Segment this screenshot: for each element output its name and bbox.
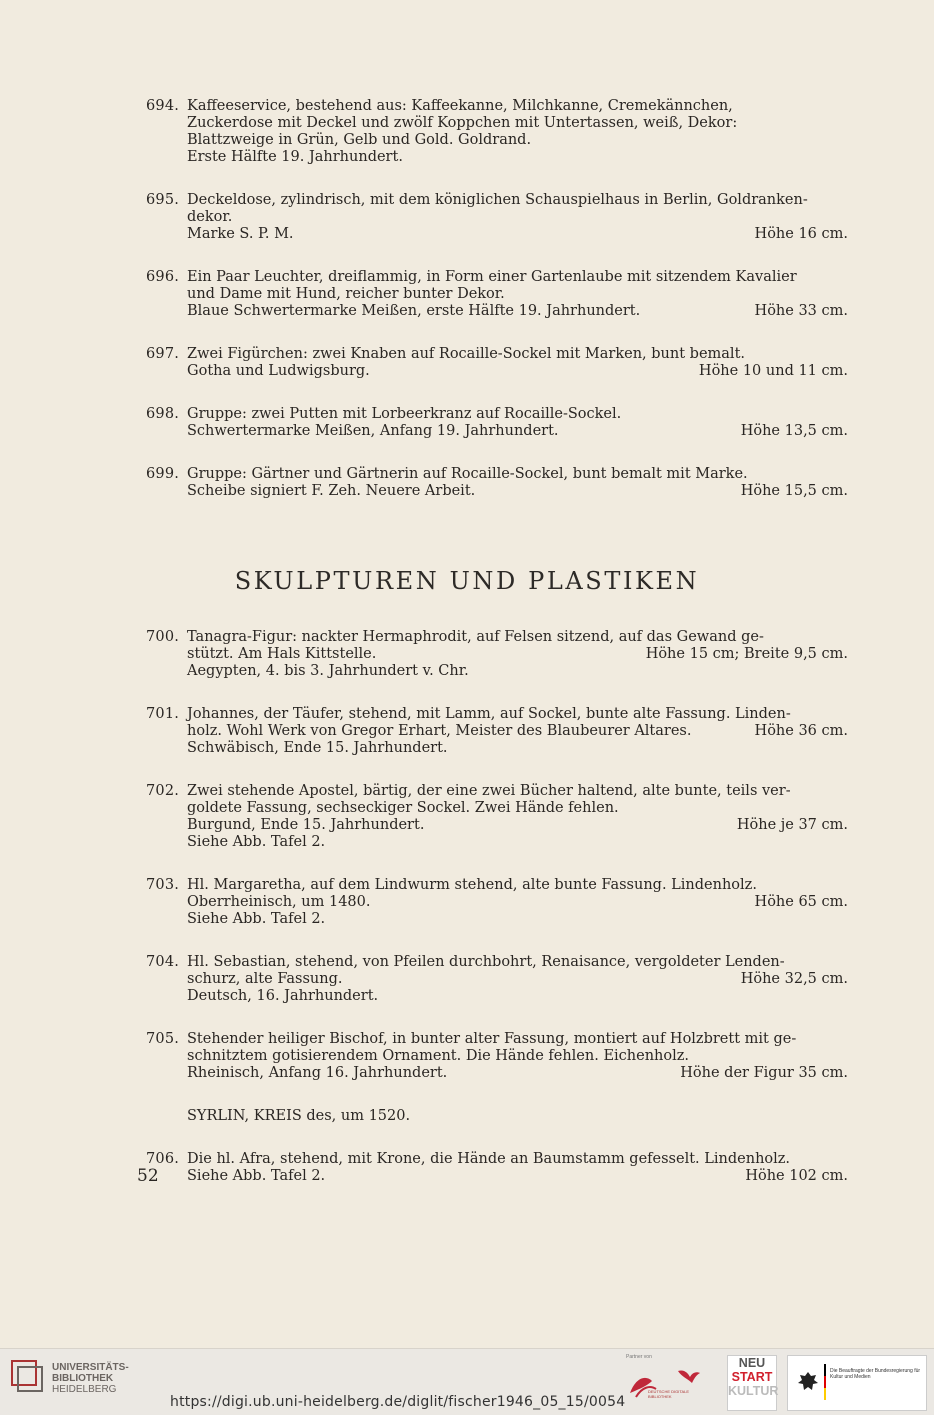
footer-bar: [0, 1348, 934, 1415]
entry-line-text: Hl. Margaretha, auf dem Lindwurm stehend, alte bunte Fassung. Lindenholz.: [187, 877, 757, 893]
neustart-line3: KULTUR: [728, 1384, 779, 1398]
entry-line-text: Burgund, Ende 15. Jahrhundert.: [187, 817, 425, 833]
entry-dimensions: Höhe 15,5 cm.: [740, 483, 848, 499]
entry-line-text: dekor.: [187, 209, 233, 225]
entry-dimensions: Höhe 32,5 cm.: [740, 971, 848, 987]
entry-line-text: SYRLIN, KREIS des, um 1520.: [187, 1108, 411, 1124]
entry-line: [187, 629, 848, 646]
entry-line: [187, 1048, 848, 1065]
entry-line-text: Rheinisch, Anfang 16. Jahrhundert.: [187, 1065, 448, 1081]
entry-text: [187, 1108, 848, 1125]
entry-line: [187, 834, 848, 851]
entry-text: [187, 706, 848, 757]
entry-line-text: schnitztem gotisierendem Ornament. Die Hände fehlen. Eichenholz.: [187, 1048, 690, 1064]
entry-line: [187, 269, 848, 286]
catalog-entry: [140, 98, 848, 166]
entry-line-text: und Dame mit Hund, reicher bunter Dekor.: [187, 286, 505, 302]
entry-number: 700.: [146, 629, 180, 645]
entry-line-text: Tanagra-Figur: nackter Hermaphrodit, auf Felsen sitzend, auf das Gewand ge-: [187, 629, 764, 645]
entry-line-text: Ein Paar Leuchter, dreiflammig, in Form einer Gartenlaube mit sitzendem Kavalier: [187, 269, 797, 285]
entry-dimensions: Höhe 33 cm.: [754, 303, 848, 319]
entry-number: 701.: [146, 706, 180, 722]
entry-line-text: Scheibe signiert F. Zeh. Neuere Arbeit.: [187, 483, 476, 499]
catalog-entry: [140, 346, 848, 380]
entry-line: [187, 98, 848, 115]
bkm-logo[interactable]: [787, 1355, 927, 1411]
entry-line-text: goldete Fassung, sechseckiger Sockel. Zwei Hände fehlen.: [187, 800, 619, 816]
ddb-label: DEUTSCHE DIGITALE BIBLIOTHEK: [648, 1389, 690, 1399]
entry-line: [187, 149, 848, 166]
entry-line-text: Marke S. P. M.: [187, 226, 294, 242]
entry-text: [187, 783, 848, 851]
entry-line: [187, 466, 848, 483]
entry-line: [187, 346, 848, 363]
entry-number: 705.: [146, 1031, 180, 1047]
entry-dimensions: Höhe 13,5 cm.: [740, 423, 848, 439]
catalog-entry: [140, 954, 848, 1005]
entry-text: [187, 269, 848, 320]
entry-number: 702.: [146, 783, 180, 799]
entry-line-text: Siehe Abb. Tafel 2.: [187, 1168, 326, 1184]
entry-line-text: schurz, alte Fassung.: [187, 971, 343, 987]
entry-line: [187, 894, 848, 911]
catalog-entry: [140, 192, 848, 243]
entry-line: [187, 740, 848, 757]
entry-line: [187, 800, 848, 817]
bird-logo-icon: [676, 1365, 702, 1387]
entry-line: [187, 706, 848, 723]
entry-line: [187, 115, 848, 132]
entry-line-text: Siehe Abb. Tafel 2.: [187, 834, 326, 850]
entry-text: [187, 466, 848, 500]
catalog-entry: [140, 1031, 848, 1082]
entry-line: [187, 783, 848, 800]
entry-line-text: Zuckerdose mit Deckel und zwölf Koppchen mit Untertassen, weiß, Dekor:: [187, 115, 738, 131]
catalog-entry: [140, 877, 848, 928]
entry-text: [187, 346, 848, 380]
entry-line: [187, 817, 848, 834]
entry-line-text: Johannes, der Täufer, stehend, mit Lamm, auf Sockel, bunte alte Fassung. Linden-: [187, 706, 791, 722]
entry-text: [187, 1151, 848, 1185]
catalog-entry: [140, 1108, 848, 1125]
page-number: 52: [137, 1166, 159, 1186]
german-flag-icon: [824, 1364, 826, 1400]
entry-line-text: holz. Wohl Werk von Gregor Erhart, Meister des Blaubeurer Altares.: [187, 723, 692, 739]
entry-line: [187, 209, 848, 226]
entry-line: [187, 1031, 848, 1048]
entry-line-text: Deckeldose, zylindrisch, mit dem königlichen Schauspielhaus in Berlin, Goldranken-: [187, 192, 808, 208]
entry-line: [187, 406, 848, 423]
partner-label: Partner von: [626, 1354, 652, 1360]
entry-text: [187, 406, 848, 440]
catalog-entry: [140, 706, 848, 757]
entry-line: [187, 646, 848, 663]
federal-eagle-icon: [796, 1370, 820, 1394]
entry-dimensions: Höhe je 37 cm.: [736, 817, 848, 833]
entry-dimensions: Höhe 16 cm.: [754, 226, 848, 242]
catalog-entries-porcelain: [140, 98, 848, 526]
entry-number: 704.: [146, 954, 180, 970]
entry-dimensions: Höhe der Figur 35 cm.: [680, 1065, 848, 1081]
catalog-entry: [140, 466, 848, 500]
entry-line: [187, 723, 848, 740]
entry-line-text: Hl. Sebastian, stehend, von Pfeilen durchbohrt, Renaisance, vergoldeter Lenden-: [187, 954, 785, 970]
entry-dimensions: Höhe 102 cm.: [745, 1168, 848, 1184]
entry-line-text: Zwei Figürchen: zwei Knaben auf Rocaille-Sockel mit Marken, bunt bemalt.: [187, 346, 746, 362]
entry-line-text: Erste Hälfte 19. Jahrhundert.: [187, 149, 403, 165]
entry-line: [187, 911, 848, 928]
entry-number: 695.: [146, 192, 180, 208]
entry-line-text: Schwertermarke Meißen, Anfang 19. Jahrhundert.: [187, 423, 559, 439]
entry-line: [187, 132, 848, 149]
permalink-url[interactable]: https://digi.ub.uni-heidelberg.de/diglit/fischer1946_05_15/0054: [170, 1394, 626, 1410]
entry-line: [187, 363, 848, 380]
entry-number: 703.: [146, 877, 180, 893]
entry-line: [187, 192, 848, 209]
bkm-label: Die Beauftragte der Bundesregierung für Kultur und Medien: [830, 1368, 921, 1380]
entry-dimensions: Höhe 36 cm.: [754, 723, 848, 739]
entry-text: [187, 954, 848, 1005]
entry-number: 698.: [146, 406, 180, 422]
entry-line-text: Die hl. Afra, stehend, mit Krone, die Hände an Baumstamm gefesselt. Lindenholz.: [187, 1151, 791, 1167]
entry-dimensions: Höhe 10 und 11 cm.: [698, 363, 848, 379]
entry-line-text: Siehe Abb. Tafel 2.: [187, 911, 326, 927]
section-heading: SKULPTUREN UND PLASTIKEN: [234, 567, 700, 595]
entry-text: [187, 98, 848, 166]
library-line1: UNIVERSITÄTS-: [52, 1362, 129, 1373]
library-name[interactable]: [52, 1362, 129, 1395]
entry-line-text: Gruppe: Gärtner und Gärtnerin auf Rocaille-Sockel, bunt bemalt mit Marke.: [187, 466, 748, 482]
entry-line: [187, 226, 848, 243]
entry-line-text: Schwäbisch, Ende 15. Jahrhundert.: [187, 740, 448, 756]
entry-line: [187, 971, 848, 988]
entry-number: 696.: [146, 269, 180, 285]
catalog-entry: [140, 629, 848, 680]
catalog-entry: [140, 1151, 848, 1185]
entry-line-text: Oberrheinisch, um 1480.: [187, 894, 371, 910]
neustart-line1: NEU: [738, 1356, 766, 1370]
entry-dimensions: Höhe 15 cm; Breite 9,5 cm.: [645, 646, 848, 662]
entry-line: [187, 663, 848, 680]
ub-heidelberg-logo-icon[interactable]: [10, 1359, 44, 1395]
catalog-entry: [140, 783, 848, 851]
entry-line-text: Aegypten, 4. bis 3. Jahrhundert v. Chr.: [187, 663, 469, 679]
entry-line-text: Blaue Schwertermarke Meißen, erste Hälfte 19. Jahrhundert.: [187, 303, 641, 319]
entry-line: [187, 483, 848, 500]
entry-line-text: Gotha und Ludwigsburg.: [187, 363, 370, 379]
entry-line-text: Kaffeeservice, bestehend aus: Kaffeekanne, Milchkanne, Cremekännchen,: [187, 98, 733, 114]
entry-line: [187, 423, 848, 440]
entry-text: [187, 629, 848, 680]
catalog-entry: [140, 269, 848, 320]
entry-line-text: Gruppe: zwei Putten mit Lorbeerkranz auf Rocaille-Sockel.: [187, 406, 622, 422]
entry-line-text: Blattzweige in Grün, Gelb und Gold. Goldrand.: [187, 132, 532, 148]
entry-line: [187, 303, 848, 320]
entry-line: [187, 286, 848, 303]
catalog-entries-sculpture: [140, 629, 848, 1211]
entry-line: [187, 1065, 848, 1082]
entry-number: 694.: [146, 98, 180, 114]
entry-line-text: Zwei stehende Apostel, bärtig, der eine zwei Bücher haltend, alte bunte, teils ver-: [187, 783, 791, 799]
entry-number: 699.: [146, 466, 180, 482]
entry-line-text: stützt. Am Hals Kittstelle.: [187, 646, 377, 662]
entry-text: [187, 192, 848, 243]
entry-number: 697.: [146, 346, 180, 362]
entry-number: 706.: [146, 1151, 180, 1167]
entry-text: [187, 1031, 848, 1082]
neustart-kultur-logo[interactable]: [727, 1355, 777, 1411]
neustart-line2: START: [731, 1370, 773, 1384]
library-line3: HEIDELBERG: [52, 1384, 117, 1395]
entry-line: [187, 1151, 848, 1168]
entry-line: [187, 954, 848, 971]
entry-line: [187, 988, 848, 1005]
entry-line: [187, 1168, 848, 1185]
entry-line-text: Deutsch, 16. Jahrhundert.: [187, 988, 379, 1004]
library-line2: BIBLIOTHEK: [52, 1373, 114, 1384]
entry-text: [187, 877, 848, 928]
entry-line: [187, 877, 848, 894]
catalog-entry: [140, 406, 848, 440]
entry-line: [187, 1108, 848, 1125]
entry-line-text: Stehender heiliger Bischof, in bunter alter Fassung, montiert auf Holzbrett mit ge-: [187, 1031, 797, 1047]
entry-dimensions: Höhe 65 cm.: [754, 894, 848, 910]
